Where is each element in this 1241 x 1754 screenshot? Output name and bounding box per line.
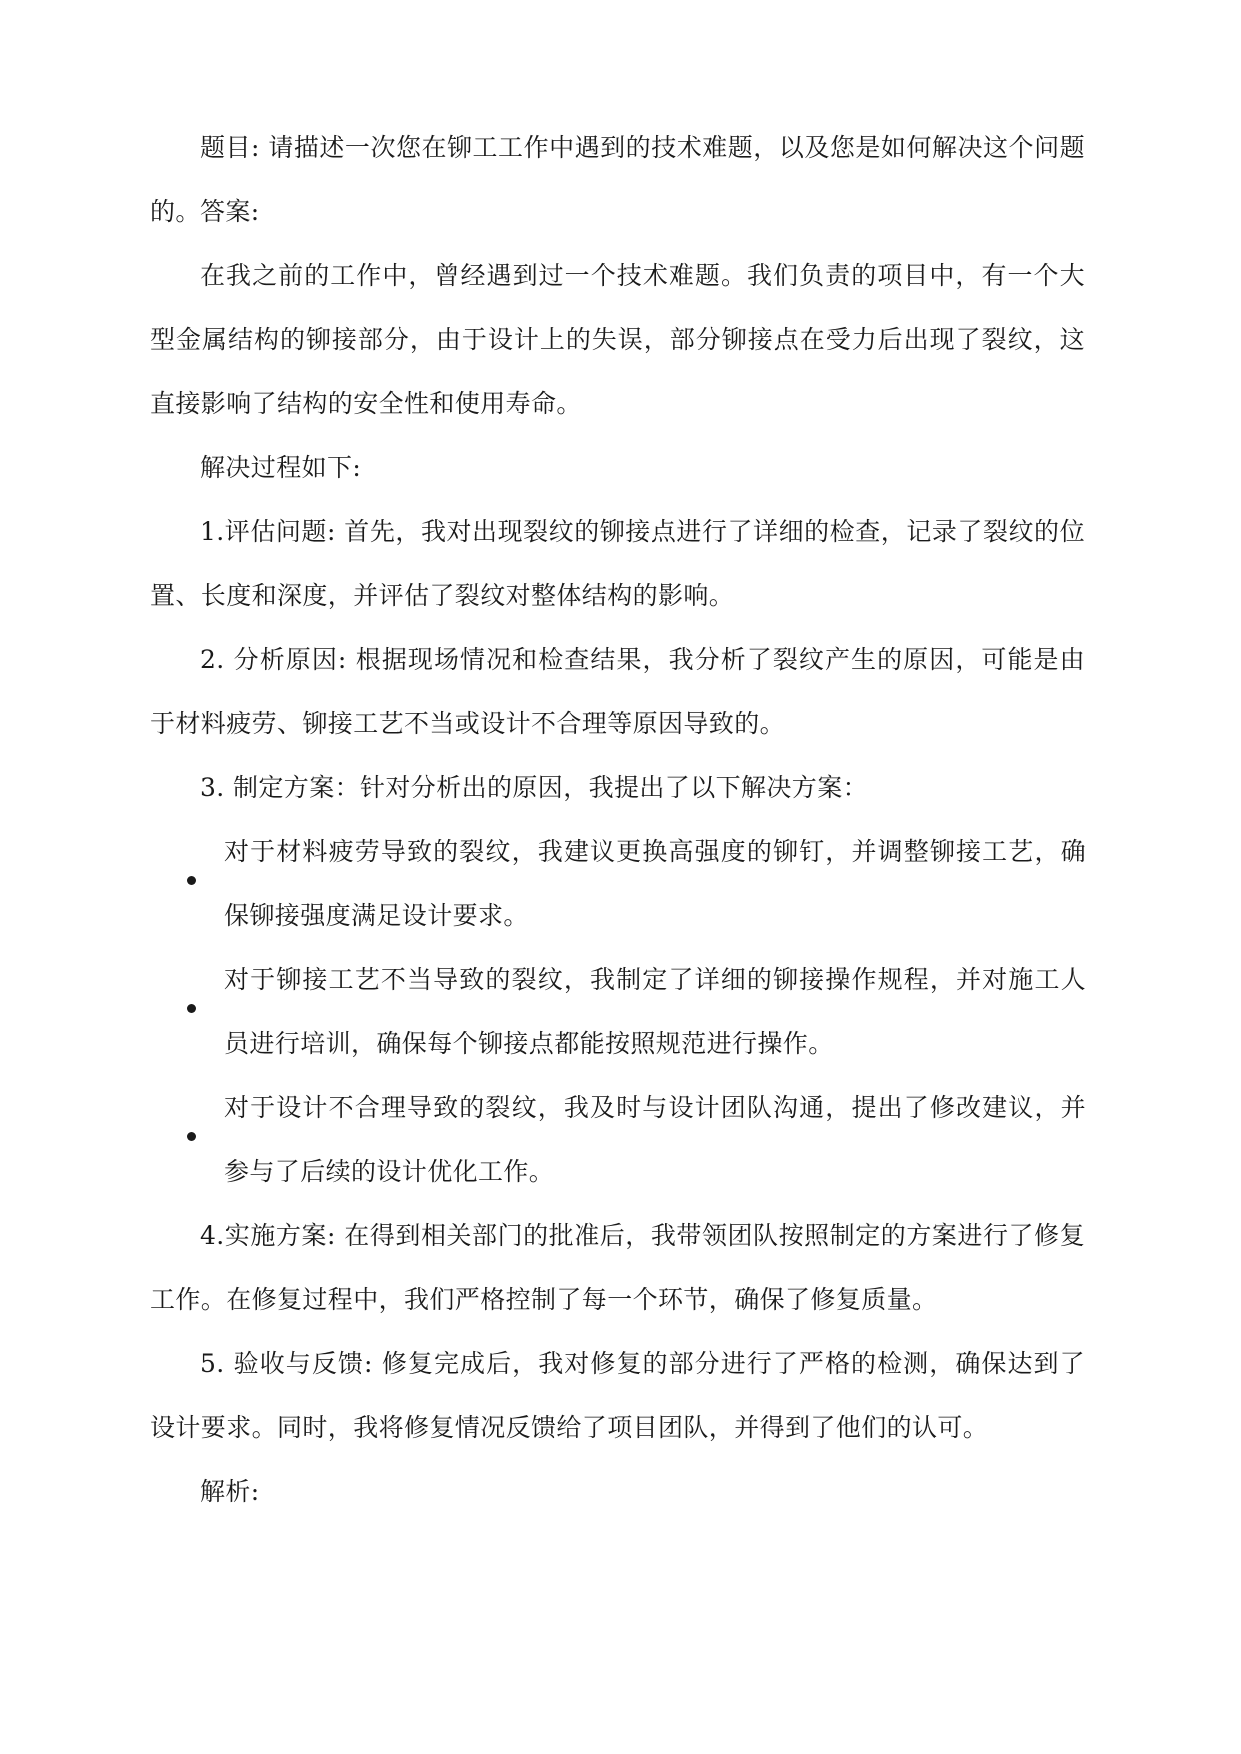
- intro-paragraph: 在我之前的工作中，曾经遇到过一个技术难题。我们负责的项目中，有一个大型金属结构的铆接部分，由于设计上的失误，部分铆接点在受力后出现了裂纹，这直接影响了结构的安全性和使用寿命。: [150, 261, 1085, 418]
- bullet-dot-icon: [187, 1004, 196, 1013]
- step-5-paragraph: 5. 验收与反馈: 修复完成后，我对修复的部分进行了严格的检测，确保达到了设计要求。同时，我将修复情况反馈给了项目团队，并得到了他们的认可。: [150, 1349, 1085, 1442]
- analysis-label: 解析:: [200, 1477, 260, 1506]
- answer-label: 答案:: [200, 197, 260, 226]
- bullet-dot-icon: [187, 876, 196, 885]
- bullet-item-3: 对于设计不合理导致的裂纹，我及时与设计团队沟通，提出了修改建议，并参与了后续的设计优化工作。: [224, 1093, 1086, 1186]
- step-1-paragraph: 1.评估问题: 首先，我对出现裂纹的铆接点进行了详细的检查，记录了裂纹的位置、长度和深度，并评估了裂纹对整体结构的影响。: [150, 517, 1085, 610]
- bullet-item-1: 对于材料疲劳导致的裂纹，我建议更换高强度的铆钉，并调整铆接工艺，确保铆接强度满足设计要求。: [224, 837, 1086, 930]
- question-text: 题目: 请描述一次您在铆工工作中遇到的技术难题，以及您是如何解决这个问题的。: [150, 133, 1085, 226]
- bullet-dot-icon: [187, 1132, 196, 1141]
- step-3-paragraph: 3. 制定方案：针对分析出的原因，我提出了以下解决方案：: [200, 773, 869, 802]
- step-2-paragraph: 2. 分析原因: 根据现场情况和检查结果，我分析了裂纹产生的原因，可能是由于材料疲劳、铆接工艺不当或设计不合理等原因导致的。: [150, 645, 1085, 738]
- bullet-item-2: 对于铆接工艺不当导致的裂纹，我制定了详细的铆接操作规程，并对施工人员进行培训，确保每个铆接点都能按照规范进行操作。: [224, 965, 1086, 1058]
- step-4-paragraph: 4.实施方案: 在得到相关部门的批准后，我带领团队按照制定的方案进行了修复工作。在修复过程中，我们严格控制了每一个环节，确保了修复质量。: [150, 1221, 1085, 1314]
- process-label: 解决过程如下:: [200, 453, 362, 482]
